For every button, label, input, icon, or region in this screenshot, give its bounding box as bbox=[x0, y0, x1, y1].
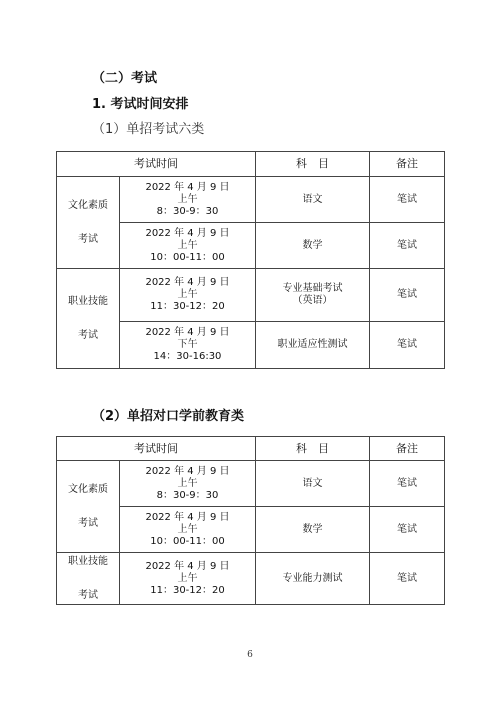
exam-time-cell bbox=[120, 507, 256, 553]
exam-date: 2022 年 4 月 9 日 bbox=[145, 465, 230, 477]
note-cell: 笔试 bbox=[370, 269, 445, 322]
subject-cell: 职业适应性测试 bbox=[256, 322, 370, 369]
exam-date: 2022 年 4 月 9 日 bbox=[145, 560, 230, 572]
subject-cell: 语文 bbox=[256, 177, 370, 223]
group-label: 考试 bbox=[78, 329, 98, 341]
exam-time-range: 14：30-16:30 bbox=[153, 351, 222, 362]
exam-period: 上午 bbox=[177, 477, 198, 489]
exam-schedule-table-1 bbox=[56, 151, 445, 369]
note-cell: 笔试 bbox=[370, 461, 445, 507]
exam-time-range: 8：30-9：30 bbox=[156, 205, 219, 217]
group-label: 考试 bbox=[78, 233, 98, 245]
exam-time-range: 11：30-12：20 bbox=[150, 301, 225, 312]
group-cell-culture bbox=[57, 461, 120, 553]
group-label: 考试 bbox=[78, 589, 98, 601]
header-note: 备注 bbox=[370, 152, 445, 177]
group-cell-skills bbox=[57, 269, 120, 369]
note-cell: 笔试 bbox=[370, 223, 445, 269]
header-exam-time: 考试时间 bbox=[57, 437, 256, 461]
exam-period: 上午 bbox=[177, 239, 198, 251]
group-label: 职业技能 bbox=[68, 295, 108, 307]
subject-cell bbox=[256, 269, 370, 322]
exam-time-range: 8：30-9：30 bbox=[156, 489, 219, 501]
group-label: 考试 bbox=[78, 517, 98, 529]
subheading-exam-schedule: 1. 考试时间安排 bbox=[92, 97, 189, 112]
table-header-row bbox=[57, 152, 445, 177]
exam-time-cell bbox=[120, 322, 256, 369]
exam-time-range: 10：00-11：00 bbox=[150, 251, 225, 263]
exam-date: 2022 年 4 月 9 日 bbox=[145, 511, 230, 523]
subject-cell: 数学 bbox=[256, 507, 370, 553]
exam-period: 上午 bbox=[177, 523, 198, 535]
table-row bbox=[57, 269, 445, 322]
header-subject: 科 目 bbox=[256, 152, 370, 177]
exam-time-range: 11：30-12：20 bbox=[150, 584, 225, 596]
subheading-preschool-category: （2）单招对口学前教育类 bbox=[92, 409, 245, 424]
exam-time-range: 10：00-11：00 bbox=[150, 535, 225, 547]
exam-period: 上午 bbox=[177, 289, 198, 300]
group-label: 职业技能 bbox=[68, 555, 108, 567]
exam-time-cell bbox=[120, 223, 256, 269]
header-exam-time: 考试时间 bbox=[57, 152, 256, 177]
page-number: 6 bbox=[247, 650, 253, 660]
note-cell: 笔试 bbox=[370, 177, 445, 223]
table-row bbox=[57, 177, 445, 223]
exam-period: 上午 bbox=[177, 193, 198, 205]
table-row bbox=[57, 553, 445, 605]
header-subject: 科 目 bbox=[256, 437, 370, 461]
exam-date: 2022 年 4 月 9 日 bbox=[145, 277, 230, 288]
exam-date: 2022 年 4 月 9 日 bbox=[145, 227, 230, 239]
subheading-category-six: （1）单招考试六类 bbox=[92, 122, 205, 137]
note-cell: 笔试 bbox=[370, 322, 445, 369]
subject-cell: 专业能力测试 bbox=[256, 553, 370, 605]
exam-period: 下午 bbox=[177, 339, 198, 350]
note-cell: 笔试 bbox=[370, 507, 445, 553]
group-label: 文化素质 bbox=[68, 199, 108, 211]
exam-time-cell bbox=[120, 269, 256, 322]
group-label: 文化素质 bbox=[68, 483, 108, 495]
subject-name: 专业基础考试 bbox=[282, 283, 343, 294]
group-cell-skills bbox=[57, 553, 120, 605]
exam-schedule-table-2 bbox=[56, 436, 445, 605]
subject-cell: 数学 bbox=[256, 223, 370, 269]
exam-time-cell bbox=[120, 553, 256, 605]
exam-date: 2022 年 4 月 9 日 bbox=[145, 327, 230, 338]
table-header-row bbox=[57, 437, 445, 461]
subject-note: （英语） bbox=[292, 295, 333, 306]
group-cell-culture bbox=[57, 177, 120, 269]
exam-time-cell bbox=[120, 177, 256, 223]
table-row bbox=[57, 461, 445, 507]
exam-time-cell bbox=[120, 461, 256, 507]
note-cell: 笔试 bbox=[370, 553, 445, 605]
exam-period: 上午 bbox=[177, 572, 198, 584]
subject-cell: 语文 bbox=[256, 461, 370, 507]
header-note: 备注 bbox=[370, 437, 445, 461]
exam-date: 2022 年 4 月 9 日 bbox=[145, 181, 230, 193]
section-heading: （二）考试 bbox=[92, 71, 158, 86]
